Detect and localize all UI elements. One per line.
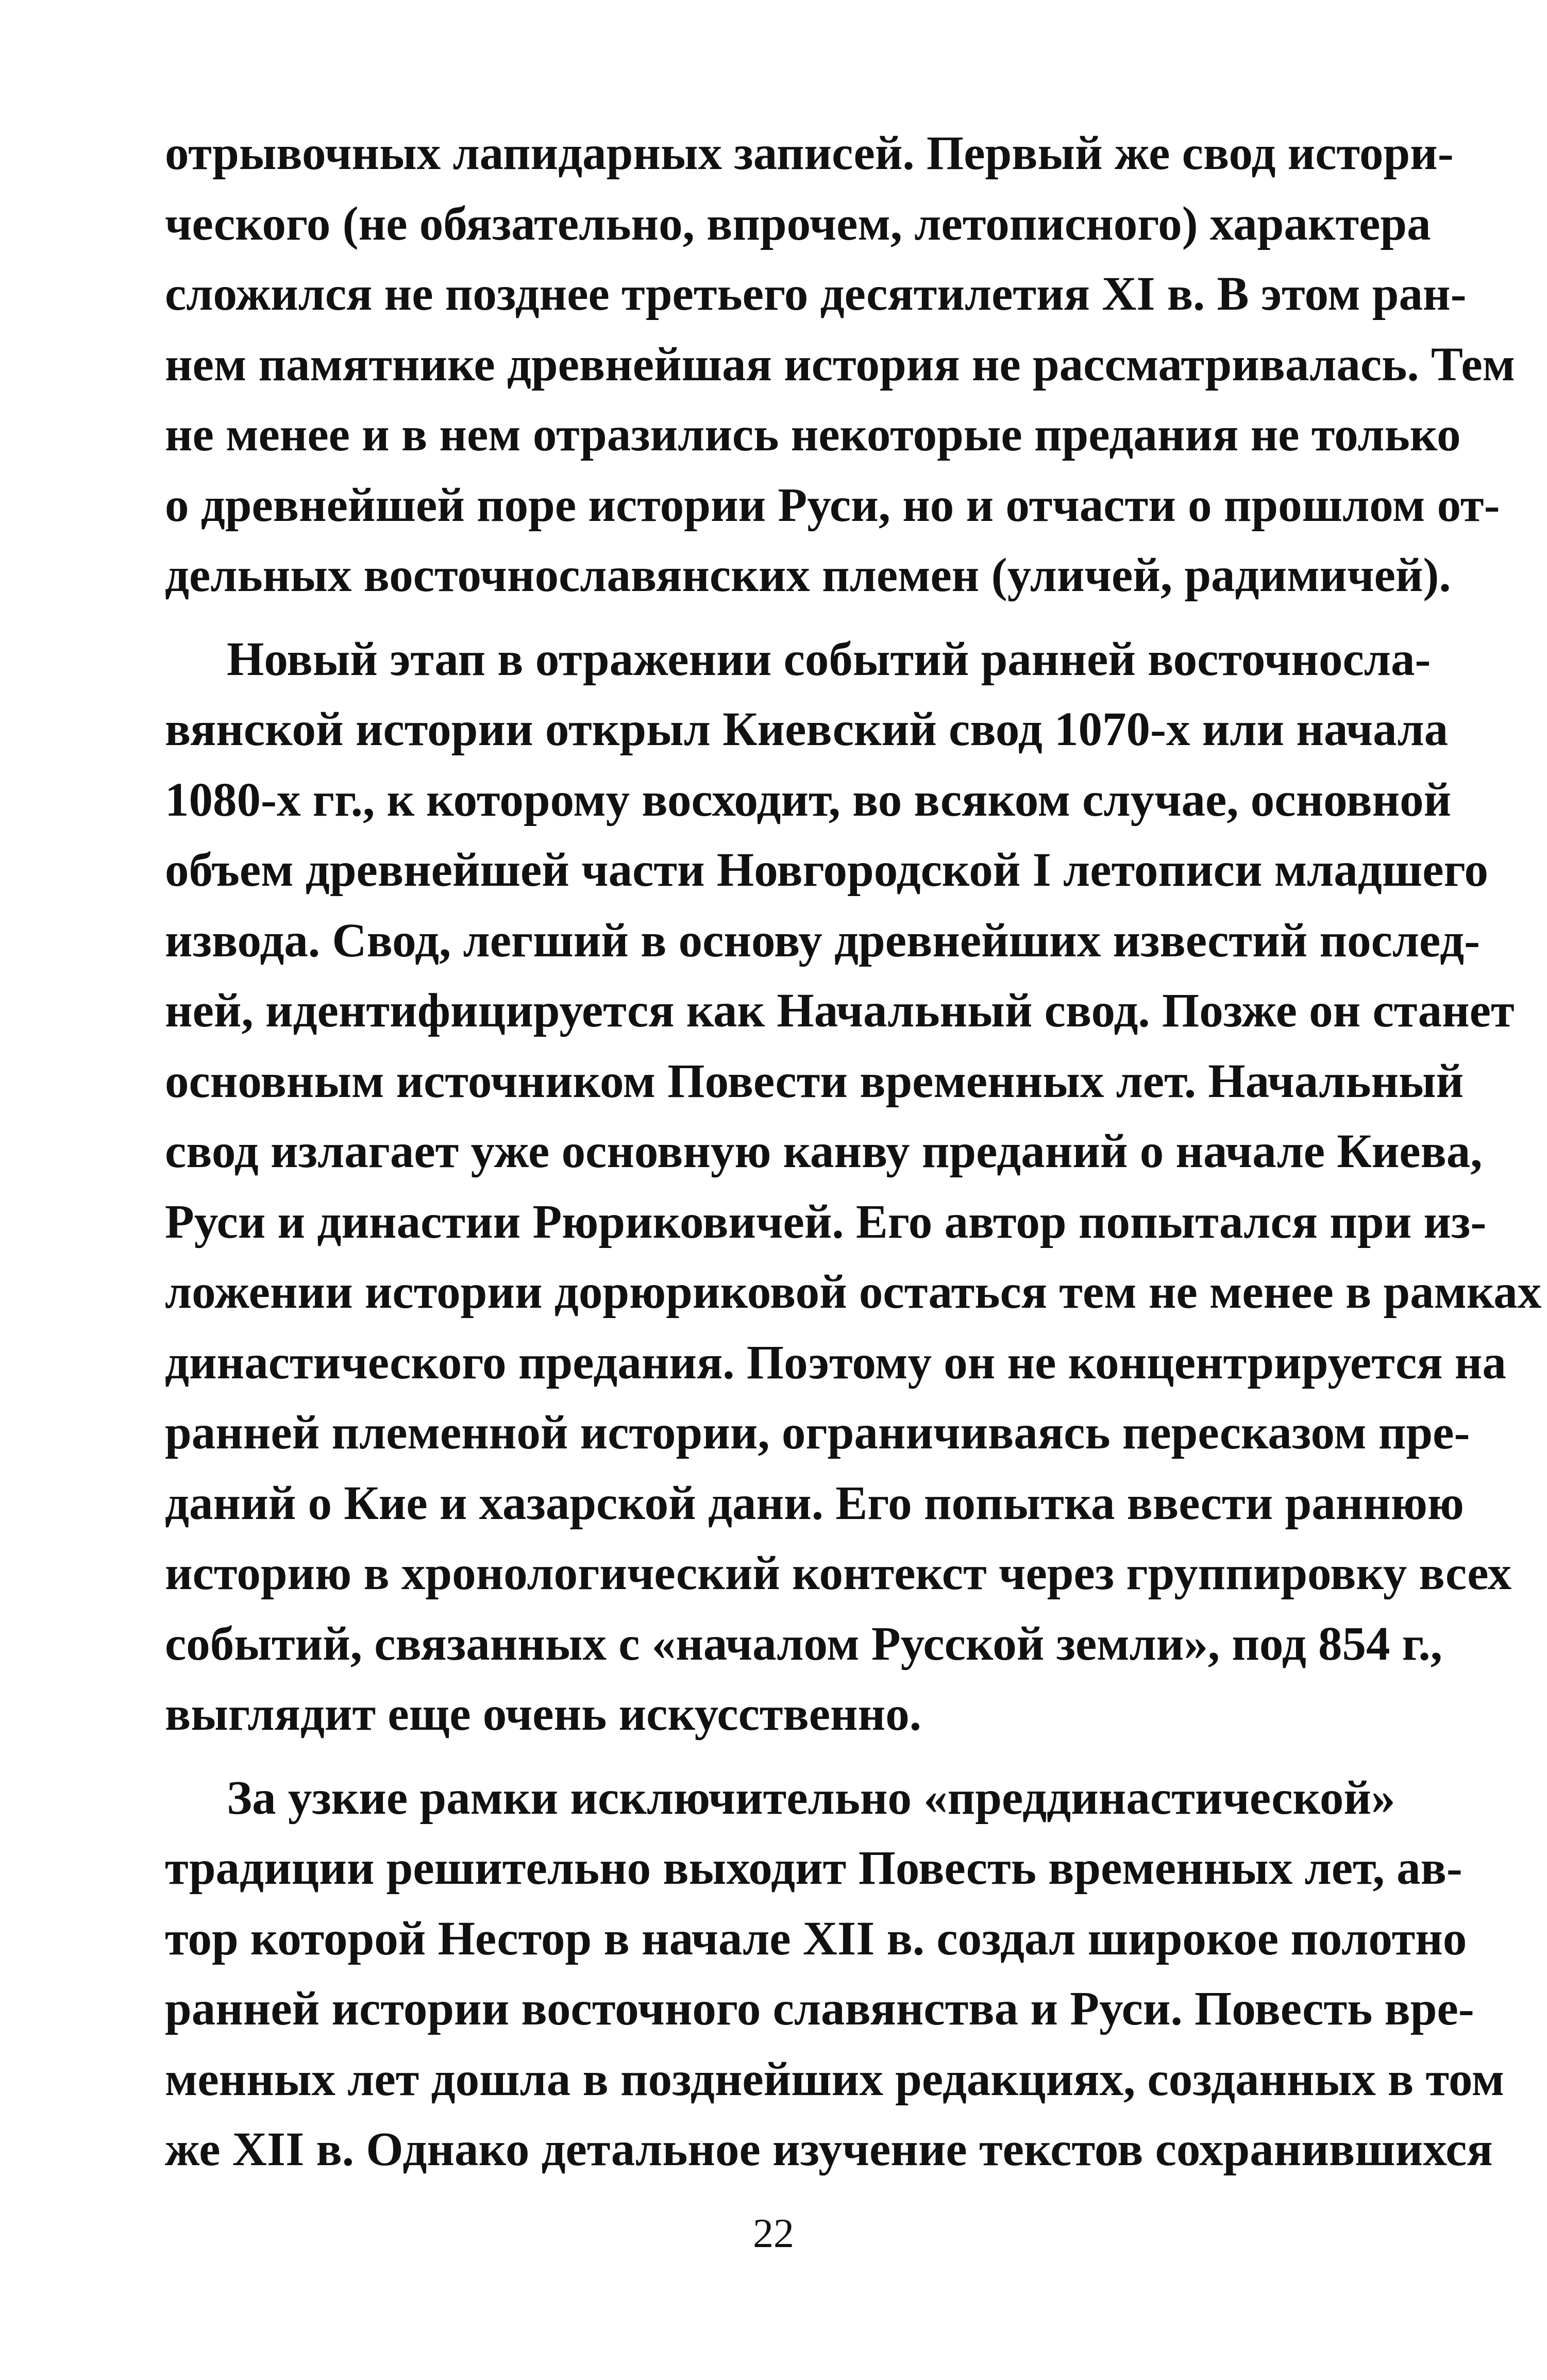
text-line: 1080-х гг., к которому восходит, во всяком случае, основной bbox=[165, 773, 1452, 826]
text-line: ложении истории дорюриковой остаться тем не менее в рамках bbox=[165, 1265, 1542, 1319]
text-line: Руси и династии Рюриковичей. Его автор попытался при из- bbox=[165, 1195, 1487, 1248]
text-line: объем древнейшей части Новгородской I летописи младшего bbox=[165, 843, 1488, 897]
paragraph-2 bbox=[165, 624, 1542, 1750]
text-line: ранней истории восточного славянства и Руси. Повесть вре- bbox=[165, 1982, 1474, 2035]
text-line: основным источником Повести временных лет. Начальный bbox=[165, 1054, 1464, 1108]
text-line: выглядит еще очень искусственно. bbox=[165, 1687, 921, 1741]
text-line: дельных восточнославянских племен (уличей, радимичей). bbox=[165, 549, 1451, 602]
text-line: же XII в. Однако детальное изучение текстов сохранившихся bbox=[165, 2123, 1493, 2176]
text-line: даний о Кие и хазарской дани. Его попытка ввести раннюю bbox=[165, 1476, 1464, 1530]
text-line: традиции решительно выходит Повесть временных лет, ав- bbox=[165, 1842, 1462, 1895]
paragraph-3 bbox=[165, 1763, 1505, 2185]
text-line: событий, связанных с «началом Русской земли», под 854 г., bbox=[165, 1617, 1443, 1670]
text-line: ней, идентифицируется как Начальный свод. Позже он станет bbox=[165, 984, 1515, 1037]
text-line: династического предания. Поэтому он не концентрируется на bbox=[165, 1336, 1506, 1389]
text-line: извода. Свод, легший в основу древнейших известий послед- bbox=[165, 914, 1481, 967]
text-line: нем памятнике древнейшая история не рассматривалась. Тем bbox=[165, 337, 1515, 391]
paragraph-1 bbox=[165, 119, 1515, 611]
text-line: тор которой Нестор в начале XII в. создал широкое полотно bbox=[165, 1912, 1467, 1965]
text-line: ческого (не обязательно, впрочем, летописного) характера bbox=[165, 197, 1431, 250]
text-line: историю в хронологический контекст через группировку всех bbox=[165, 1547, 1512, 1600]
text-line: ранней племенной истории, ограничиваясь пересказом пре- bbox=[165, 1406, 1470, 1459]
text-line: сложился не позднее третьего десятилетия XI в. В этом ран- bbox=[165, 267, 1467, 320]
text-line: свод излагает уже основную канву преданий о начале Киева, bbox=[165, 1125, 1483, 1178]
text-line: отрывочных лапидарных записей. Первый же свод истори- bbox=[165, 127, 1454, 180]
text-line: За узкие рамки исключительно «преддинастической» bbox=[227, 1771, 1395, 1825]
text-line: вянской истории открыл Киевский свод 1070-х или начала bbox=[165, 703, 1449, 756]
text-line: Новый этап в отражении событий ранней восточносла- bbox=[227, 632, 1431, 686]
text-line: о древнейшей поре истории Руси, но и отчасти о прошлом от- bbox=[165, 478, 1500, 532]
body-text bbox=[165, 119, 1542, 2185]
text-line: менных лет дошла в позднейших редакциях, созданных в том bbox=[165, 2052, 1505, 2106]
page-number: 22 bbox=[753, 2211, 794, 2256]
text-line: не менее и в нем отразились некоторые предания не только bbox=[165, 408, 1461, 461]
